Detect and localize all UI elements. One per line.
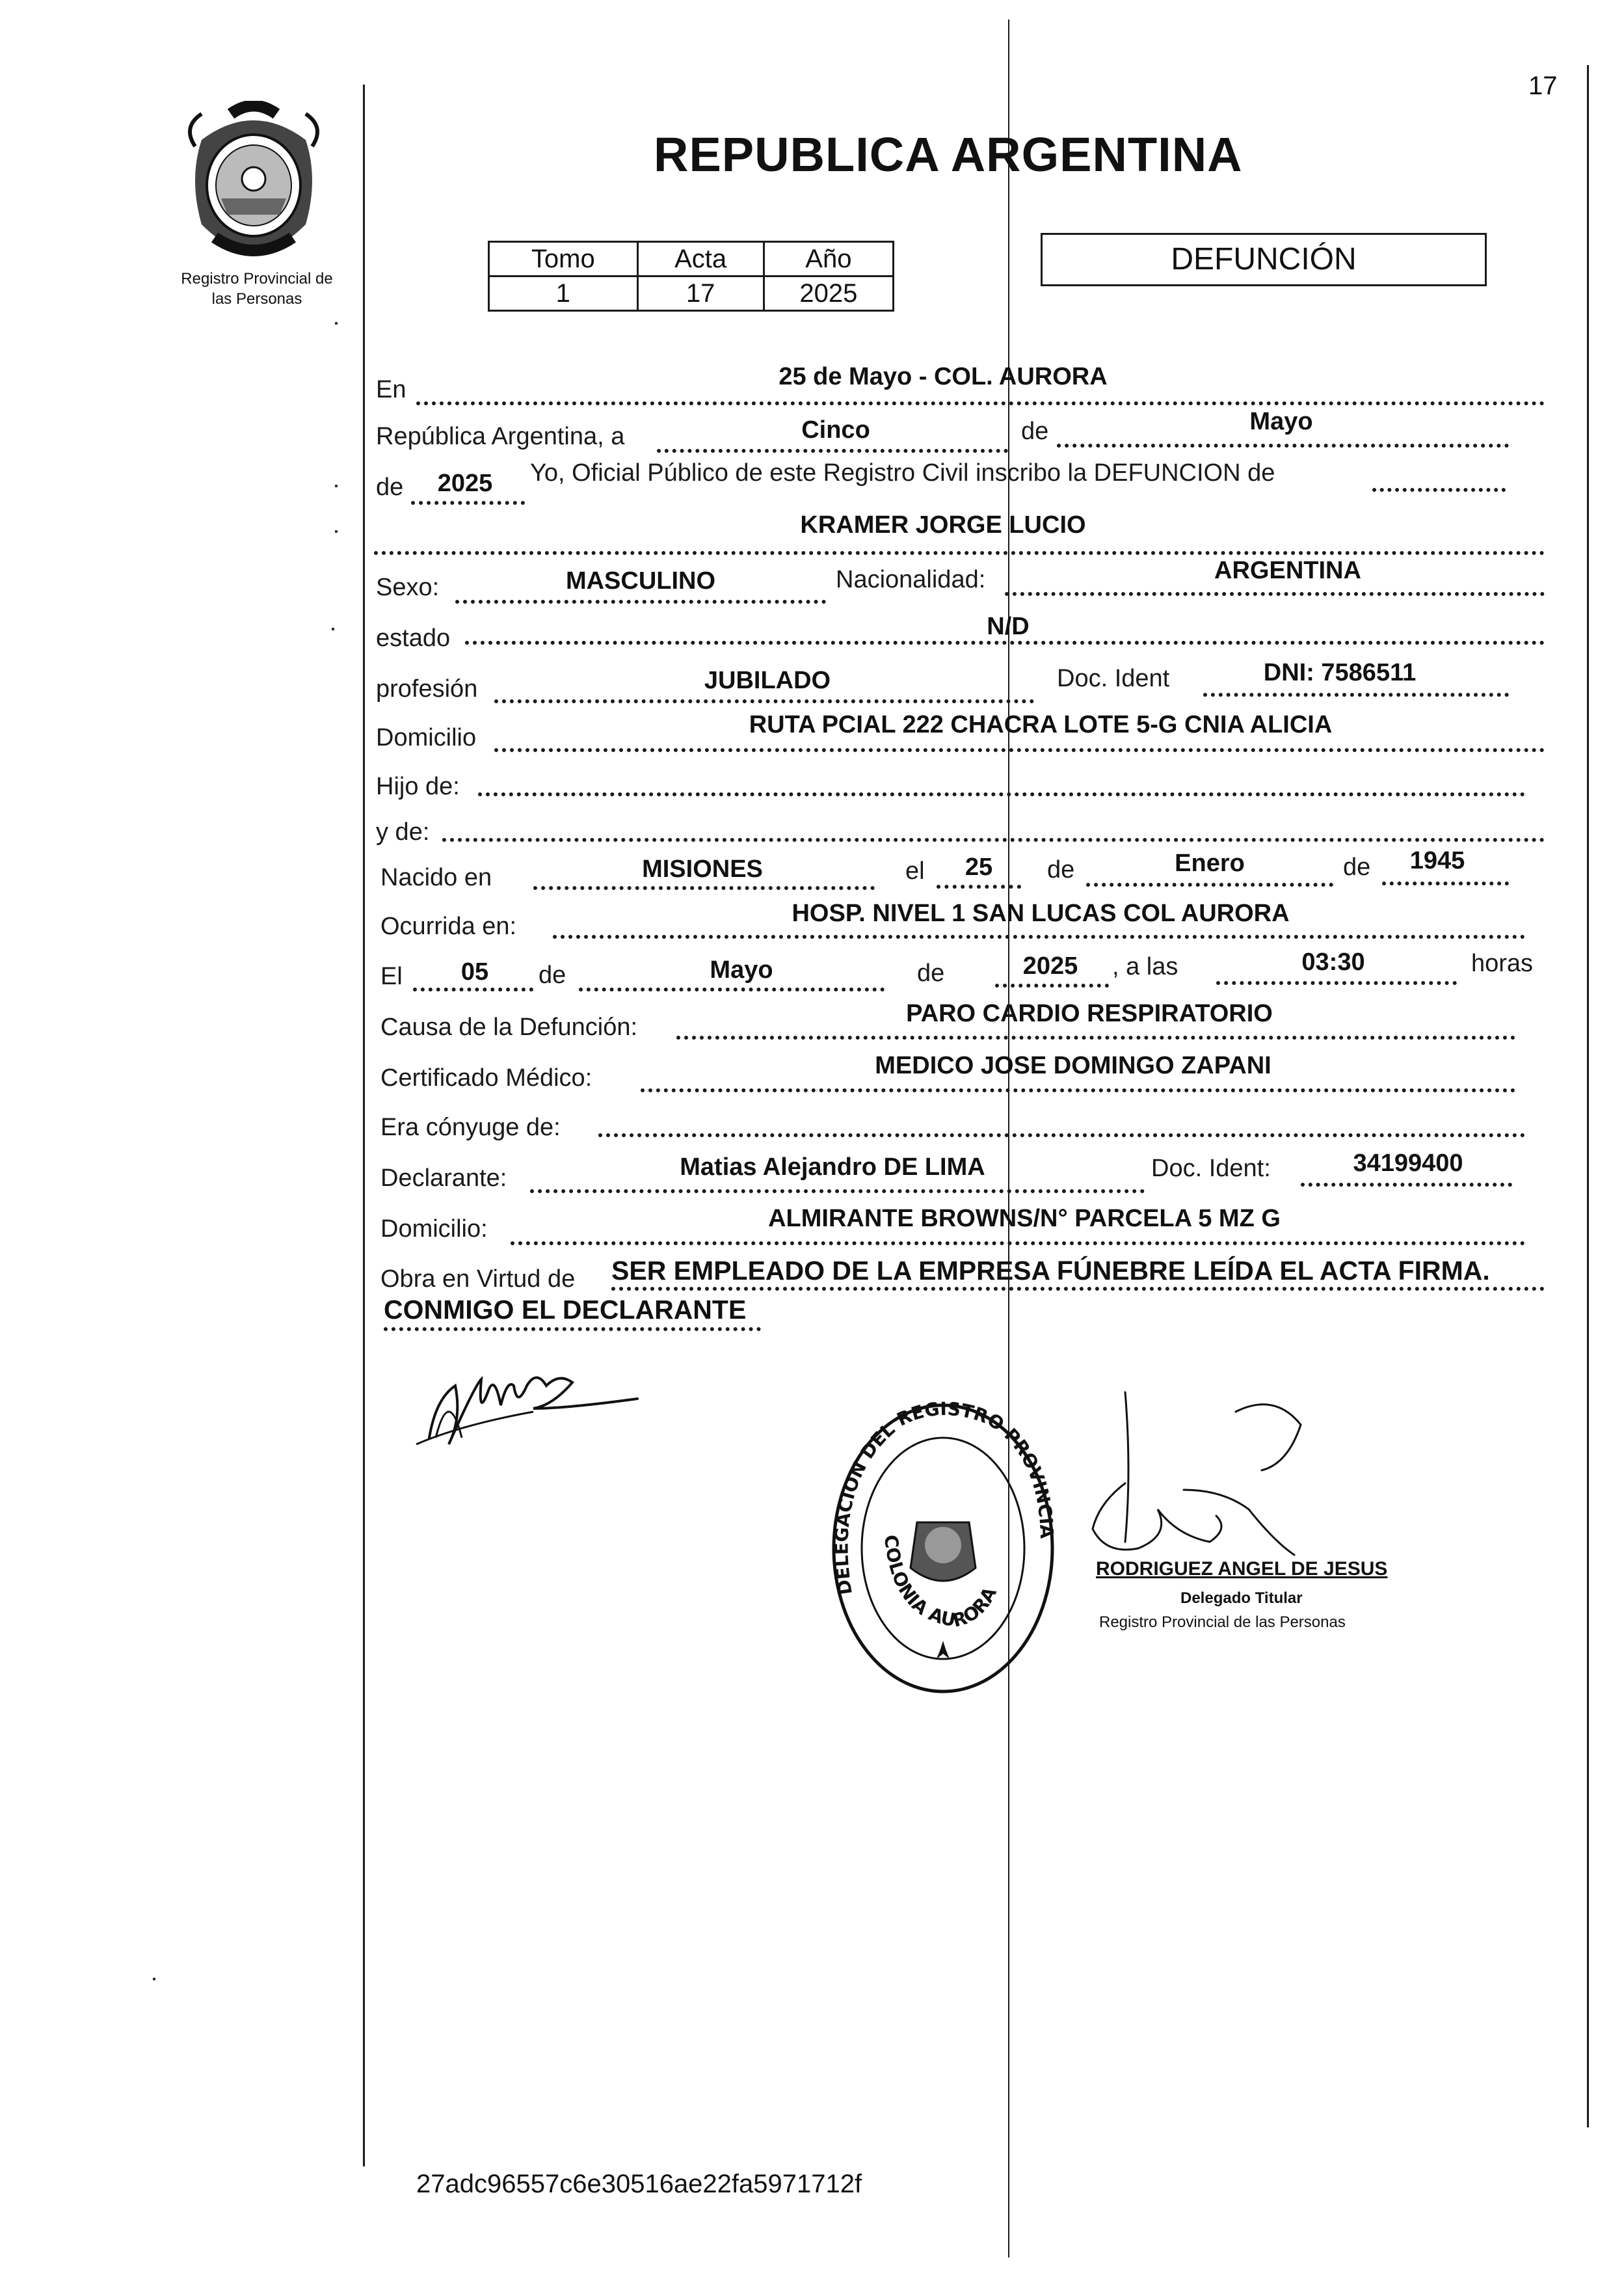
value-sexo: MASCULINO xyxy=(565,567,716,595)
value-nombre: KRAMER JORGE LUCIO xyxy=(800,511,1086,539)
dotted-line-profesion xyxy=(494,699,1034,703)
value-dia-letras: Cinco xyxy=(801,416,870,444)
label-obra: Obra en Virtud de xyxy=(380,1265,576,1293)
dotted-line-defuncion xyxy=(1372,488,1506,492)
label-en: En xyxy=(376,376,406,403)
dotted-line-certificado xyxy=(641,1088,1515,1092)
value-causa: PARO CARDIO RESPIRATORIO xyxy=(906,1000,1273,1027)
page-title: REPUBLICA ARGENTINA xyxy=(654,128,1243,182)
label-causa: Causa de la Defunción: xyxy=(380,1014,638,1041)
value-lugar: 25 de Mayo - COL. AURORA xyxy=(779,363,1108,390)
document-type-box: DEFUNCIÓN xyxy=(1041,233,1487,286)
margin-mark xyxy=(335,322,338,325)
dotted-line-declarante xyxy=(530,1189,1145,1193)
value-def-mes: Mayo xyxy=(710,956,773,984)
value-ocurrida: HOSP. NIVEL 1 SAN LUCAS COL AURORA xyxy=(792,900,1290,927)
svg-text:COLONIA AURORA: COLONIA AURORA xyxy=(879,1533,1001,1632)
value-def-hora: 03:30 xyxy=(1301,949,1365,976)
reference-table xyxy=(488,241,894,312)
value-nacionalidad: ARGENTINA xyxy=(1214,557,1361,584)
label-republica: República Argentina, a xyxy=(376,423,625,450)
value-mes: Mayo xyxy=(1249,408,1313,435)
dotted-line-nac-anio xyxy=(1382,882,1509,885)
dotted-line-declarante-doc xyxy=(1301,1183,1512,1187)
margin-mark xyxy=(332,628,334,630)
value-anio: 2025 xyxy=(437,470,493,497)
anio-header: Año xyxy=(764,242,893,276)
label-de: de xyxy=(1021,418,1049,445)
value-certificado: MEDICO JOSE DOMINGO ZAPANI xyxy=(875,1052,1271,1079)
label-de-def-d: de xyxy=(917,960,945,987)
dotted-line-domicilio xyxy=(494,748,1545,752)
center-fold-line xyxy=(1008,20,1009,2257)
registry-name: Registro Provincial de xyxy=(181,270,333,288)
acta-header: Acta xyxy=(637,242,764,276)
dotted-line-nacido-en xyxy=(533,886,875,890)
dotted-line-causa xyxy=(676,1036,1515,1040)
label-el: El xyxy=(380,963,403,990)
tomo-header: Tomo xyxy=(489,242,638,276)
dotted-line-dia xyxy=(657,449,1008,453)
label-doc-ident-declarante: Doc. Ident: xyxy=(1151,1155,1271,1182)
value-dni: DNI: 7586511 xyxy=(1263,659,1417,686)
dotted-line-obra-2 xyxy=(384,1327,761,1331)
official-name: RODRIGUEZ ANGEL DE JESUS xyxy=(1096,1558,1388,1580)
dotted-line-mes xyxy=(1057,444,1509,448)
label-y-de: y de: xyxy=(376,818,430,846)
dotted-line-nac-dia xyxy=(937,885,1021,889)
dotted-line-y-de xyxy=(442,838,1545,842)
label-domicilio-declarante: Domicilio: xyxy=(380,1215,488,1243)
value-nac-dia: 25 xyxy=(965,854,993,881)
official-role: Delegado Titular xyxy=(1180,1589,1303,1607)
label-a-las: , a las xyxy=(1112,953,1178,980)
dotted-line-doc xyxy=(1203,693,1509,697)
acta-value: 17 xyxy=(637,276,764,311)
dotted-line-nac-mes xyxy=(1086,883,1333,887)
document-hash: 27adc96557c6e30516ae22fa5971712f xyxy=(416,2170,862,2198)
label-sexo: Sexo: xyxy=(376,574,440,601)
value-declarante-doc: 34199400 xyxy=(1353,1150,1463,1177)
provincial-seal-logo xyxy=(176,101,332,263)
tomo-value: 1 xyxy=(489,276,638,311)
right-margin-line xyxy=(1587,65,1589,2127)
anio-value: 2025 xyxy=(764,276,893,311)
dotted-line-hora xyxy=(1216,981,1457,985)
value-obra-line2: CONMIGO EL DECLARANTE xyxy=(384,1295,747,1325)
value-nacido-en: MISIONES xyxy=(642,856,763,883)
dotted-line-conyuge xyxy=(598,1133,1525,1137)
dotted-line-def-dia xyxy=(413,988,533,991)
label-de-nac-b: de xyxy=(1343,854,1371,881)
value-nac-anio: 1945 xyxy=(1409,847,1465,874)
dotted-line-def-mes xyxy=(579,988,885,991)
label-hijo-de: Hijo de: xyxy=(376,773,460,800)
margin-mark xyxy=(153,1978,155,1980)
dotted-line-domicilio-declarante xyxy=(511,1241,1525,1245)
value-nac-mes: Enero xyxy=(1175,850,1245,877)
dotted-line-estado xyxy=(465,641,1545,645)
label-de-nac-a: de xyxy=(1047,856,1075,883)
value-domicilio: RUTA PCIAL 222 CHACRA LOTE 5-G CNIA ALICIA xyxy=(749,711,1333,738)
official-signature xyxy=(1080,1386,1392,1568)
registry-stamp xyxy=(826,1399,1060,1698)
value-domicilio-declarante: ALMIRANTE BROWNS/N° PARCELA 5 MZ G xyxy=(768,1205,1281,1232)
label-estado: estado xyxy=(376,625,451,652)
dotted-line-obra-1 xyxy=(611,1287,1545,1291)
value-obra-line1: SER EMPLEADO DE LA EMPRESA FÚNEBRE LEÍDA EL ACTA FIRMA. xyxy=(611,1256,1490,1286)
label-nacido-en: Nacido en xyxy=(380,864,492,891)
page-number: 17 xyxy=(1528,72,1558,100)
label-declarante: Declarante: xyxy=(380,1165,507,1192)
dotted-line-anio xyxy=(411,501,525,505)
label-doc-ident: Doc. Ident xyxy=(1057,665,1170,692)
dotted-line-def-anio xyxy=(995,984,1109,988)
reference-table-value-row xyxy=(489,276,894,311)
label-oficial: Yo, Oficial Público de este Registro Civil inscribo la DEFUNCION de xyxy=(530,459,1275,487)
label-certificado: Certificado Médico: xyxy=(380,1064,592,1092)
label-nacionalidad: Nacionalidad: xyxy=(836,566,986,593)
svg-text:DELEGACION DEL REGISTRO PROVIN: DELEGACION DEL REGISTRO PROVINCIA xyxy=(831,1399,1058,1597)
declarant-signature xyxy=(397,1347,644,1457)
label-de-anio: de xyxy=(376,474,404,501)
value-def-anio: 2025 xyxy=(1022,952,1078,980)
value-estado: N/D xyxy=(987,613,1030,640)
label-domicilio: Domicilio xyxy=(376,724,477,751)
label-ocurrida: Ocurrida en: xyxy=(380,913,517,940)
dotted-line-nombre xyxy=(374,551,1545,555)
dotted-line-ocurrida xyxy=(553,935,1525,939)
label-conyuge: Era cónyuge de: xyxy=(380,1114,561,1141)
registry-name-line2: las Personas xyxy=(211,290,302,308)
margin-mark xyxy=(335,530,338,533)
dotted-line-sexo xyxy=(455,600,826,604)
reference-table-header-row xyxy=(489,242,894,276)
label-horas: horas xyxy=(1471,950,1534,977)
value-def-dia: 05 xyxy=(460,958,489,986)
label-profesion: profesión xyxy=(376,675,478,703)
dotted-line-hijo-de xyxy=(478,792,1525,796)
label-el-nac: el xyxy=(905,857,925,885)
dotted-line-en xyxy=(416,401,1545,405)
official-office: Registro Provincial de las Personas xyxy=(1099,1613,1346,1631)
value-profesion: JUBILADO xyxy=(704,667,831,694)
margin-mark xyxy=(335,485,338,487)
left-margin-line xyxy=(363,85,365,2166)
value-declarante: Matias Alejandro DE LIMA xyxy=(680,1153,985,1181)
label-de-def-c: de xyxy=(539,962,566,989)
dotted-line-nacionalidad xyxy=(1005,592,1545,596)
